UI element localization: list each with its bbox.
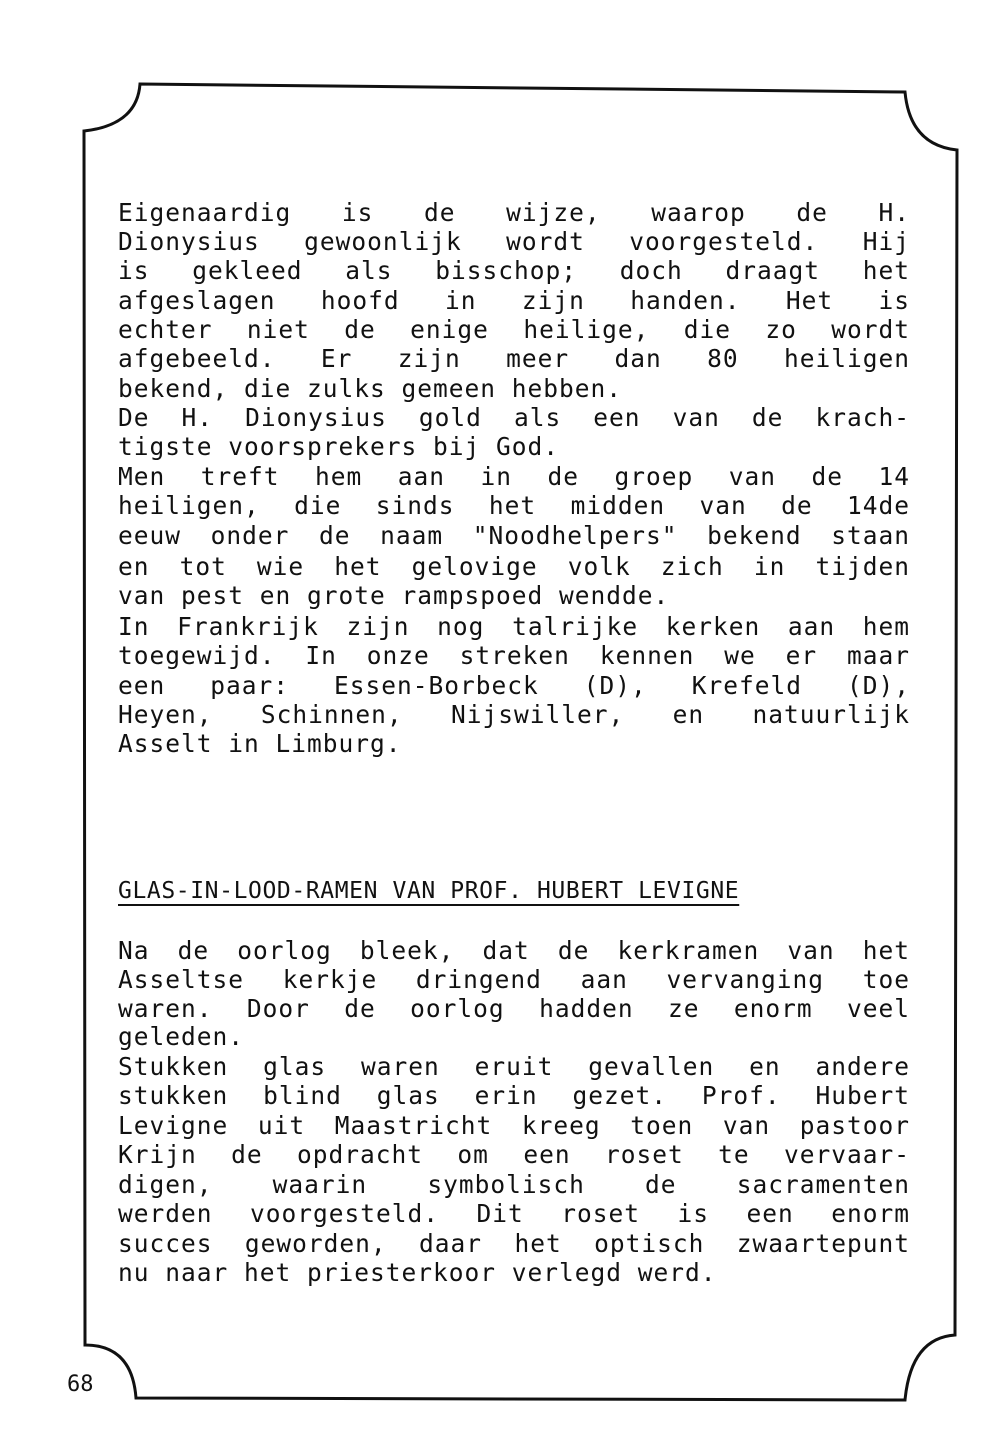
text-line: is gekleed als bisschop; doch draagt het bbox=[118, 256, 910, 285]
section-heading: GLAS-IN-LOOD-RAMEN VAN PROF. HUBERT LEVIGNE bbox=[118, 878, 740, 904]
text-line: heiligen, die sinds het midden van de 14de bbox=[118, 491, 910, 520]
text-line: eeuw onder de naam "Noodhelpers" bekend staan bbox=[118, 521, 910, 550]
text-line: en tot wie het gelovige volk zich in tijden bbox=[118, 552, 910, 581]
text-line: Krijn de opdracht om een roset te vervaar- bbox=[118, 1140, 910, 1169]
text-line: Na de oorlog bleek, dat de kerkramen van het bbox=[118, 936, 910, 965]
text-line: een paar: Essen-Borbeck (D), Krefeld (D), bbox=[118, 671, 910, 700]
text-line: stukken blind glas erin gezet. Prof. Hubert bbox=[118, 1081, 910, 1110]
text-line: Eigenaardig is de wijze, waarop de H. bbox=[118, 198, 910, 227]
text-line: Dionysius gewoonlijk wordt voorgesteld. Hij bbox=[118, 227, 910, 256]
text-line: Stukken glas waren eruit gevallen en andere bbox=[118, 1052, 910, 1081]
text-line: Heyen, Schinnen, Nijswiller, en natuurlijk bbox=[118, 700, 910, 729]
text-line: digen, waarin symbolisch de sacramenten bbox=[118, 1170, 910, 1199]
text-line: geleden. bbox=[118, 1022, 245, 1051]
text-line: afgeslagen hoofd in zijn handen. Het is bbox=[118, 286, 910, 315]
text-line: Asseltse kerkje dringend aan vervanging toe bbox=[118, 965, 910, 994]
text-line: De H. Dionysius gold als een van de krach- bbox=[118, 403, 910, 432]
page-number: 68 bbox=[67, 1372, 94, 1397]
text-line: echter niet de enige heilige, die zo wordt bbox=[118, 315, 910, 344]
text-line: Levigne uit Maastricht kreeg toen van pastoor bbox=[118, 1111, 910, 1140]
text-line: van pest en grote rampspoed wendde. bbox=[118, 581, 670, 610]
text-line: afgebeeld. Er zijn meer dan 80 heiligen bbox=[118, 344, 910, 373]
text-line: Asselt in Limburg. bbox=[118, 729, 402, 758]
text-line: succes geworden, daar het optisch zwaartepunt bbox=[118, 1229, 910, 1258]
text-line: nu naar het priesterkoor verlegd werd. bbox=[118, 1258, 717, 1287]
text-line: toegewijd. In onze streken kennen we er maar bbox=[118, 641, 910, 670]
text-line: waren. Door de oorlog hadden ze enorm veel bbox=[118, 994, 910, 1023]
text-line: In Frankrijk zijn nog talrijke kerken aan hem bbox=[118, 612, 910, 641]
text-line: Men treft hem aan in de groep van de 14 bbox=[118, 462, 910, 491]
text-line: tigste voorsprekers bij God. bbox=[118, 432, 560, 461]
text-line: werden voorgesteld. Dit roset is een enorm bbox=[118, 1199, 910, 1228]
text-line: bekend, die zulks gemeen hebben. bbox=[118, 374, 623, 403]
